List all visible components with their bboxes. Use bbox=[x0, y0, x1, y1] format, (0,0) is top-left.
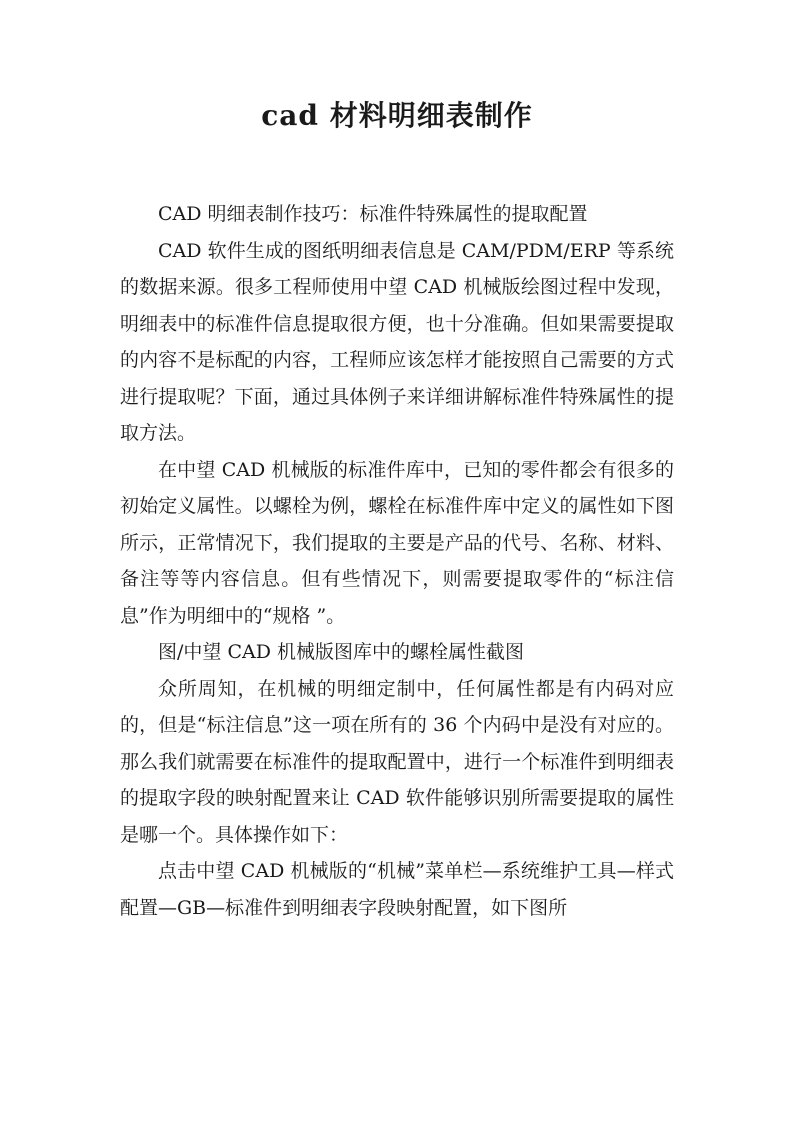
paragraph: CAD 明细表制作技巧：标准件特殊属性的提取配置 bbox=[158, 203, 588, 225]
figure-caption: 图/中望 CAD 机械版图库中的螺栓属性截图 bbox=[158, 641, 524, 663]
paragraph: 在中望 CAD 机械版的标准件库中，已知的零件都会有很多的初始定义属性。以螺栓为例，螺栓在标准件库中定义的属性如下图所示，正常情况下，我们提取的主要是产品的代号、名称、材料、备注等等内容信息。但有些情况下，则需要提取零件的“标注信息”作为明细中的“规格 ”。 bbox=[120, 458, 674, 627]
paragraph: 点击中望 CAD 机械版的“机械”菜单栏—系统维护工具—样式配置—GB—标准件到明细表字段映射配置，如下图所 bbox=[120, 860, 674, 919]
paragraph: 众所周知，在机械的明细定制中，任何属性都是有内码对应的，但是“标注信息”这一项在所有的 36 个内码中是没有对应的。那么我们就需要在标准件的提取配置中，进行一个标准件到明细表的提取字段的映射配置来让 CAD 软件能够识别所需要提取的属性是哪一个。具体操作如下： bbox=[120, 677, 674, 846]
document-title: cad 材料明细表制作 bbox=[261, 99, 533, 132]
document-body bbox=[120, 196, 674, 926]
paragraph: CAD 软件生成的图纸明细表信息是 CAM/PDM/ERP 等系统的数据来源。很多工程师使用中望 CAD 机械版绘图过程中发现，明细表中的标准件信息提取很方便，也十分准确。但如果需要提取的内容不是标配的内容，工程师应该怎样才能按照自己需要的方式进行提取呢？下面，通过具体例子来详细讲解标准件特殊属性的提取方法。 bbox=[120, 239, 674, 444]
